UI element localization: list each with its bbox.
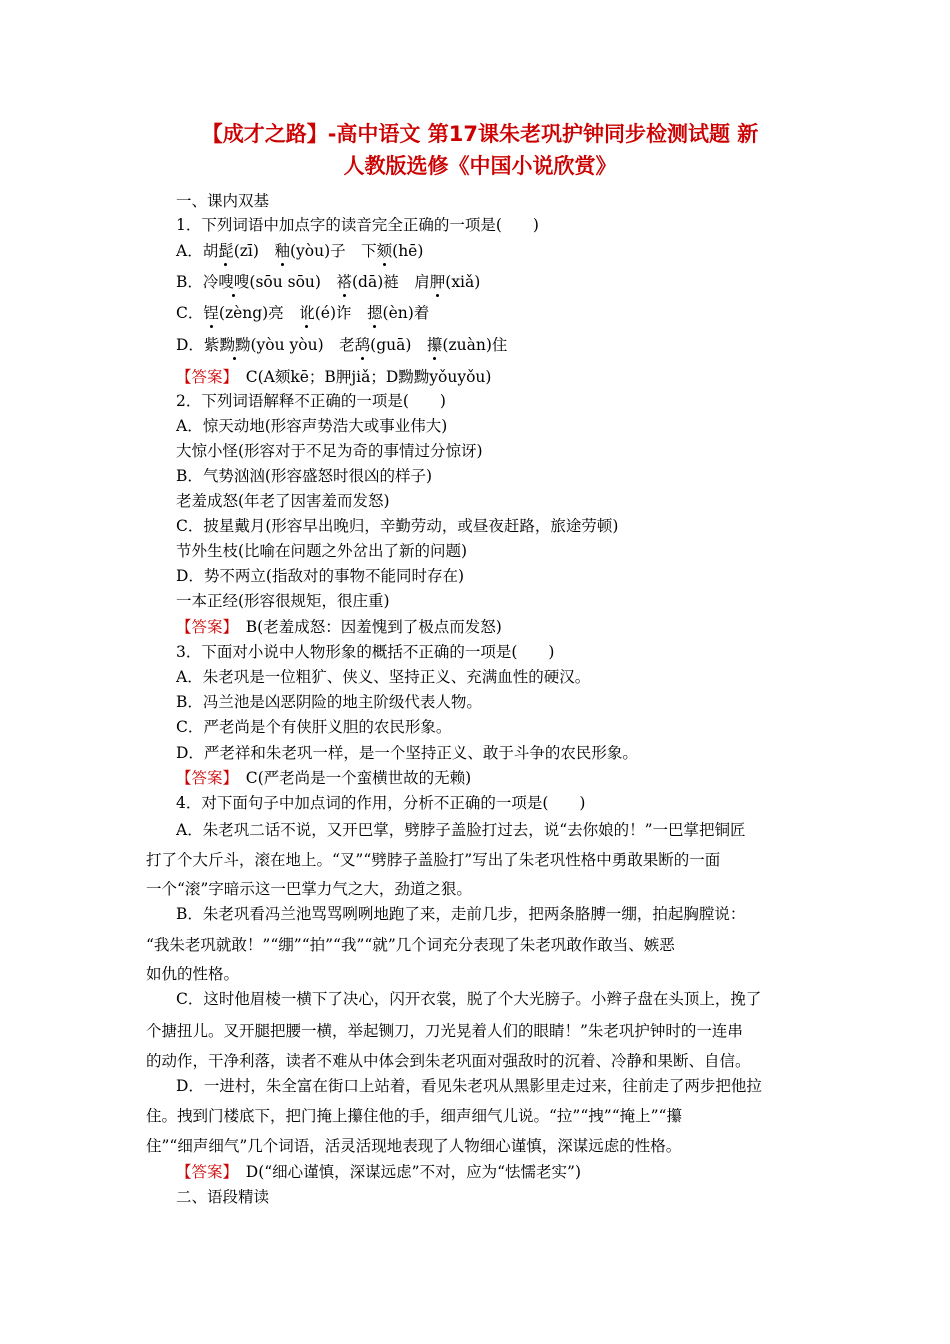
q4-a-line: 一个“滚”字暗示这一巴掌力气之大，劲道之狠。 — [146, 880, 472, 898]
text: (zèng)亮 — [218, 304, 300, 322]
q4-c-line: 的动作，干净利落，读者不难从中体会到朱老巩面对强敌时的沉着、冷静和果断、自信。 — [146, 1052, 751, 1070]
dotted-char: 讹 — [299, 304, 315, 322]
title-line-2: 人教版选修《中国小说欣赏》 — [343, 154, 617, 178]
q2-answer — [176, 617, 950, 637]
q4-c-line: 个搪扭儿。叉开腿把腰一横，举起铡刀，刀光晃着人们的眼睛！”朱老巩护钟时的一连串 — [146, 1022, 743, 1040]
answer-text: C(严老尚是一个蛮横世故的无赖) — [230, 769, 472, 787]
q3-line: A．朱老巩是一位粗犷、侠义、坚持正义、充满血性的硬汉。 — [176, 668, 591, 686]
q3-line: B．冯兰池是凶恶阴险的地主阶级代表人物。 — [176, 693, 482, 711]
q1-option-b — [176, 272, 950, 292]
text: (sōu sōu) — [249, 273, 337, 291]
title-line-1: 【成才之路】-高中语文 第17课朱老巩护钟同步检测试题 新 — [201, 122, 759, 146]
q4-answer — [176, 1162, 950, 1182]
text: (yòu)子 下 — [289, 242, 377, 260]
q3-line: C．严老尚是个有侠肝义胆的农民形象。 — [176, 718, 452, 736]
dotted-char: 黝黝 — [219, 336, 251, 354]
text: C． — [176, 304, 204, 322]
dotted-char: 颏 — [376, 242, 393, 260]
answer-text: C(A颏kē；B胛jiǎ；D黝黝yǒuyǒu) — [230, 368, 492, 386]
q4-d-line: 住”“细声细气”几个词语，活灵活现地表现了人物细心谨慎，深谋远虑的性格。 — [146, 1137, 682, 1155]
dotted-char: 鸹 — [354, 336, 371, 354]
answer-text: D(“细心谨慎，深谋远虑”不对，应为“怯懦老实”) — [230, 1163, 581, 1181]
text: (guā) — [370, 336, 427, 354]
answer-label: 【答案】 — [176, 368, 231, 386]
section-heading-1: 一、课内双基 — [176, 192, 270, 210]
q1-option-d — [176, 335, 950, 355]
q3-line: D．严老祥和朱老巩一样，是一个坚持正义、敢于斗争的农民形象。 — [176, 744, 638, 762]
q4-b-line: 如仇的性格。 — [146, 965, 240, 983]
q1-option-a — [176, 241, 950, 261]
answer-label: 【答案】 — [176, 1163, 231, 1181]
q2-stem: 2．下列词语解释不正确的一项是( ) — [176, 392, 446, 410]
q2-line: C．披星戴月(形容早出晚归，辛勤劳动，或昼夜赶路，旅途劳顿) — [176, 517, 619, 535]
q1-option-c — [176, 303, 950, 323]
q1-answer — [176, 367, 950, 387]
q4-b-line: B．朱老巩看冯兰池骂骂咧咧地跑了来，走前几步，把两条胳膊一绷，拍起胸膛说： — [176, 905, 746, 923]
dotted-char: 釉 — [274, 242, 290, 260]
q2-line: D．势不两立(指敌对的事物不能同时存在) — [176, 567, 465, 585]
q4-a-line: 打了个大斤斗，滚在地上。“叉”“劈脖子盖脸打”写出了朱老巩性格中勇敢果断的一面 — [146, 851, 721, 869]
text: (èn)着 — [382, 304, 430, 322]
q2-line: 大惊小怪(形容对于不足为奇的事情过分惊讶) — [176, 442, 483, 460]
q2-line: B．气势汹汹(形容盛怒时很凶的样子) — [176, 467, 432, 485]
dotted-char: 嗖嗖 — [218, 273, 250, 291]
dotted-char: 髭 — [218, 242, 234, 260]
section-heading-2: 二、语段精读 — [176, 1188, 270, 1206]
q1-stem: 1．下列词语中加点字的读音完全正确的一项是( ) — [176, 216, 539, 234]
q4-stem: 4．对下面句子中加点词的作用，分析不正确的一项是( ) — [176, 794, 586, 812]
text: B．冷 — [176, 273, 219, 291]
dotted-char: 锃 — [203, 304, 219, 322]
dotted-char: 摁 — [367, 304, 383, 322]
text: (yòu yòu) 老 — [250, 336, 355, 354]
q4-d-line: 住。拽到门楼底下，把门掩上攥住他的手，细声细气儿说。“拉”“拽”“掩上”“攥 — [146, 1107, 682, 1125]
dotted-char: 攥 — [426, 336, 443, 354]
q4-c-line: C．这时他眉棱一横下了决心，闪开衣裳，脱了个大光膀子。小辫子盘在头顶上，挽了 — [176, 990, 762, 1008]
text: (hē) — [392, 242, 424, 260]
document-title — [150, 118, 810, 182]
answer-text: B(老羞成怒：因羞愧到了极点而发怒) — [230, 618, 502, 636]
q2-line: 老羞成怒(年老了因害羞而发怒) — [176, 492, 390, 510]
q4-d-line: D．一进村，朱全富在街口上站着，看见朱老巩从黑影里走过来，往前走了两步把他拉 — [176, 1077, 762, 1095]
text: (zī) — [233, 242, 275, 260]
q4-b-line: “我朱老巩就敢！”“绷”“拍”“我”“就”几个词充分表现了朱老巩敢作敢当、嫉恶 — [146, 936, 675, 954]
q2-line: 节外生枝(比喻在问题之外岔出了新的问题) — [176, 542, 468, 560]
answer-label: 【答案】 — [176, 618, 231, 636]
text: A．胡 — [176, 242, 219, 260]
text: (dā)裢 肩 — [351, 273, 430, 291]
text: (xiǎ) — [445, 273, 481, 291]
dotted-char: 褡 — [336, 273, 352, 291]
answer-label: 【答案】 — [176, 769, 231, 787]
q3-stem: 3．下面对小说中人物形象的概括不正确的一项是( ) — [176, 643, 555, 661]
q4-a-line: A．朱老巩二话不说，又开巴掌，劈脖子盖脸打过去，说“去你娘的！”一巴掌把铜匠 — [176, 821, 746, 839]
q3-answer — [176, 768, 950, 788]
text: D．紫 — [176, 336, 220, 354]
q2-line: 一本正经(形容很规矩，很庄重) — [176, 592, 390, 610]
q2-line: A．惊天动地(形容声势浩大或事业伟大) — [176, 417, 448, 435]
text: (é)诈 — [314, 304, 368, 322]
dotted-char: 胛 — [429, 273, 446, 291]
text: (zuàn)住 — [442, 336, 508, 354]
